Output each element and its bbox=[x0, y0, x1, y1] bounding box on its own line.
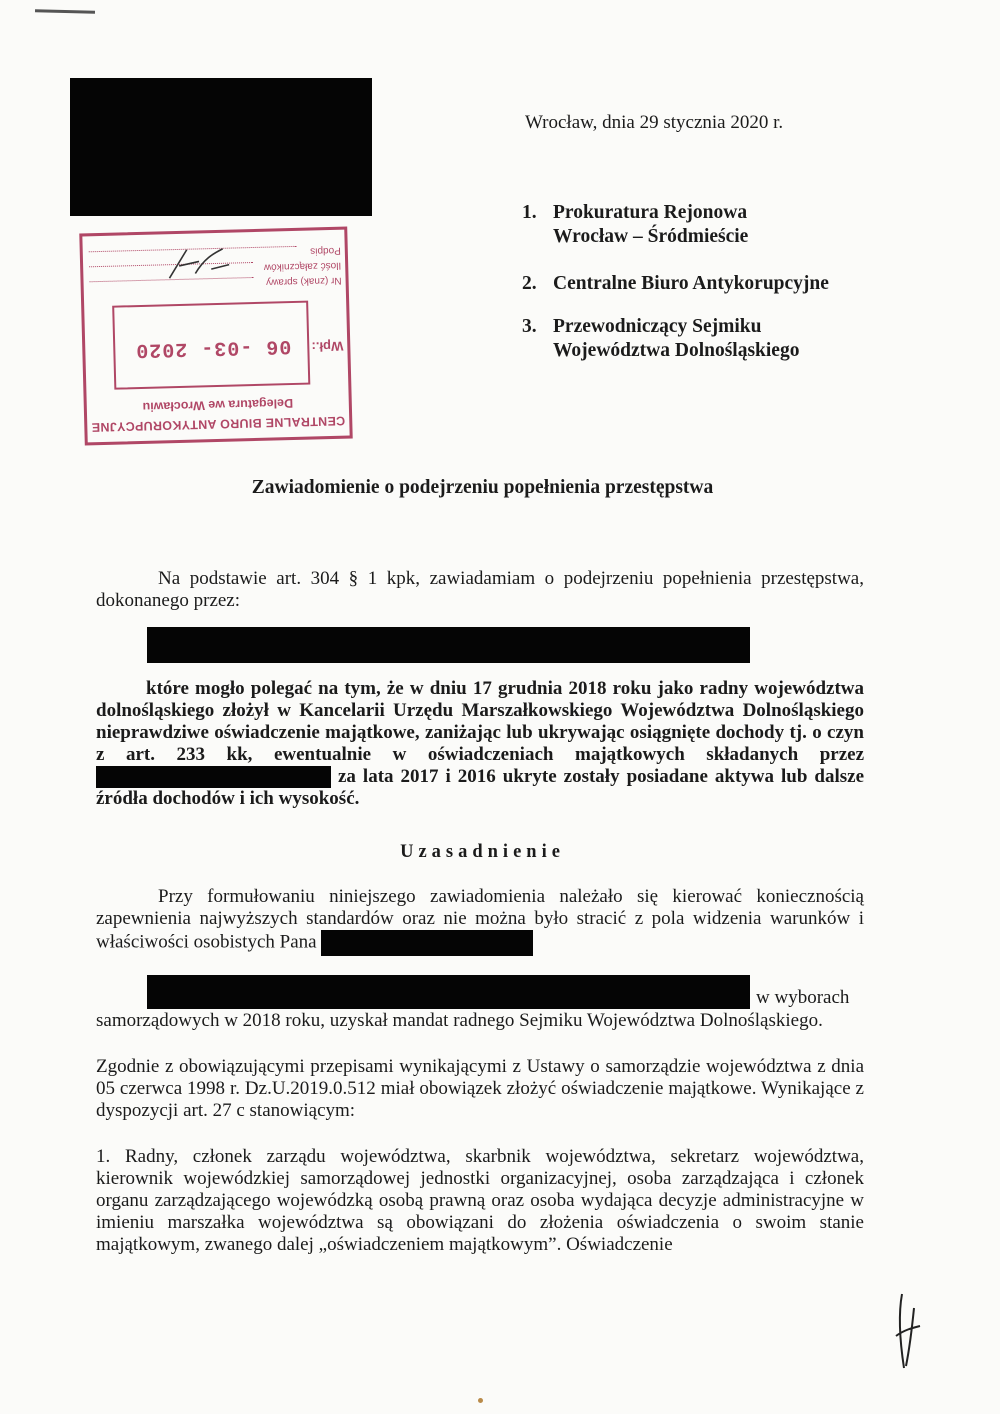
charge-paragraph bbox=[96, 678, 864, 810]
redaction-person bbox=[147, 627, 750, 663]
redaction-charge-name bbox=[96, 766, 331, 788]
redaction-sender bbox=[70, 78, 372, 216]
stamp-received-date: 06 -03- 2020 bbox=[134, 334, 292, 362]
justification-text-1: Przy formułowaniu niniejszego zawiadomienia należało się kierować koniecznością zapewnienia najwyższych standardów oraz nie można było stracić z pola widzenia warunków i właściwości osobistych Pana bbox=[96, 886, 864, 953]
addressee-number: 1. bbox=[522, 202, 537, 223]
stamp-organization: CENTRALNE BIURO ANTYKORUPCYJNE bbox=[91, 413, 346, 435]
place-date: Wrocław, dnia 29 stycznia 2020 r. bbox=[525, 112, 784, 133]
addressee-line: Przewodniczący Sejmiku bbox=[553, 316, 762, 337]
redaction-line bbox=[147, 975, 750, 1009]
charge-text-3: zostały posiadane aktywa lub dalsze źródła dochodów i ich wysokość. bbox=[96, 766, 865, 809]
addressee-line: Województwa Dolnośląskiego bbox=[553, 340, 800, 361]
justification-paragraph-2: samorządowych w 2018 roku, uzyskał mandat radnego Sejmiku Województwa Dolnośląskiego. bbox=[96, 1010, 823, 1031]
stamp-case-label: Nr (znak) sprawy bbox=[265, 274, 342, 288]
intro-paragraph: Na podstawie art. 304 § 1 kpk, zawiadamiam o podejrzeniu popełnienia przestępstwa, dokonanego przez: bbox=[96, 568, 864, 611]
document-title: Zawiadomienie o podejrzeniu popełnienia przestępstwa bbox=[251, 477, 714, 498]
stamp-signature-label: Podpis bbox=[310, 244, 341, 257]
charge-text-1: które mogło polegać na tym, że w dniu 17 grudnia 2018 roku jako radny województwa dolnośląskiego złożył w Kancelarii Urzędu Marszałkowskiego Województwa Dolnośląskiego nieprawdziwe oświadczenie majątkowe, zaniżając lub ukrywając osiągnięte dochody tj. o czyn z art. 233 kk, ewentualnie w oświadczeniach majątkowych składanych przez bbox=[96, 678, 864, 765]
justification-paragraph-4: 1. Radny, członek zarządu województwa, skarbnik województwa, sekretarz województwa, kierownik wojewódzkiej samorządowej jednostki organizacyjnej, osoba zarządzająca i członek organu zarządzającego wojewódzką osobą prawną oraz osoba wydająca decyzje administracyjne w imieniu marszałka województwa są obowiązani do złożenia oświadczenia o swoim stanie majątkowym, zwanego dalej „oświadczeniem majątkowym”. Oświadczenie bbox=[96, 1146, 864, 1255]
stamp-received-label: Wpł.: bbox=[311, 338, 344, 355]
scan-mark bbox=[35, 9, 95, 14]
stamp-branch: Delegatura we Wrocławiu bbox=[142, 396, 294, 414]
stamp-signature-icon bbox=[165, 242, 236, 284]
scan-dot bbox=[478, 1398, 483, 1403]
addressee-line: Wrocław – Śródmieście bbox=[553, 226, 749, 247]
addressee-line: Prokuratura Rejonowa bbox=[553, 202, 748, 223]
addressee-number: 3. bbox=[522, 316, 537, 337]
addressee-3 bbox=[522, 315, 799, 363]
addressee-number: 2. bbox=[522, 273, 537, 294]
initials-icon bbox=[892, 1290, 922, 1372]
stamp-attachments-label: Ilość załączników bbox=[263, 259, 342, 273]
charge-text-2: za lata 2017 i 2016 ukryte bbox=[338, 766, 557, 787]
justification-heading: Uzasadnienie bbox=[400, 842, 565, 862]
addressee-2 bbox=[522, 272, 829, 296]
justification-paragraph-1 bbox=[96, 886, 864, 956]
addressee-line: Centralne Biuro Antykorupcyjne bbox=[553, 273, 829, 294]
redaction-mr-name bbox=[321, 930, 533, 956]
addressee-1 bbox=[522, 201, 748, 249]
received-stamp bbox=[79, 227, 352, 446]
justification-p2-tail: w wyborach bbox=[756, 987, 850, 1008]
justification-paragraph-3: Zgodnie z obowiązującymi przepisami wynikającymi z Ustawy o samorządzie województwa z dnia 05 czerwca 1998 r. Dz.U.2019.0.512 miał obowiązek złożyć oświadczenie majątkowe. Wynikające z dyspozycji art. 27 c stanowiącym: bbox=[96, 1056, 864, 1121]
